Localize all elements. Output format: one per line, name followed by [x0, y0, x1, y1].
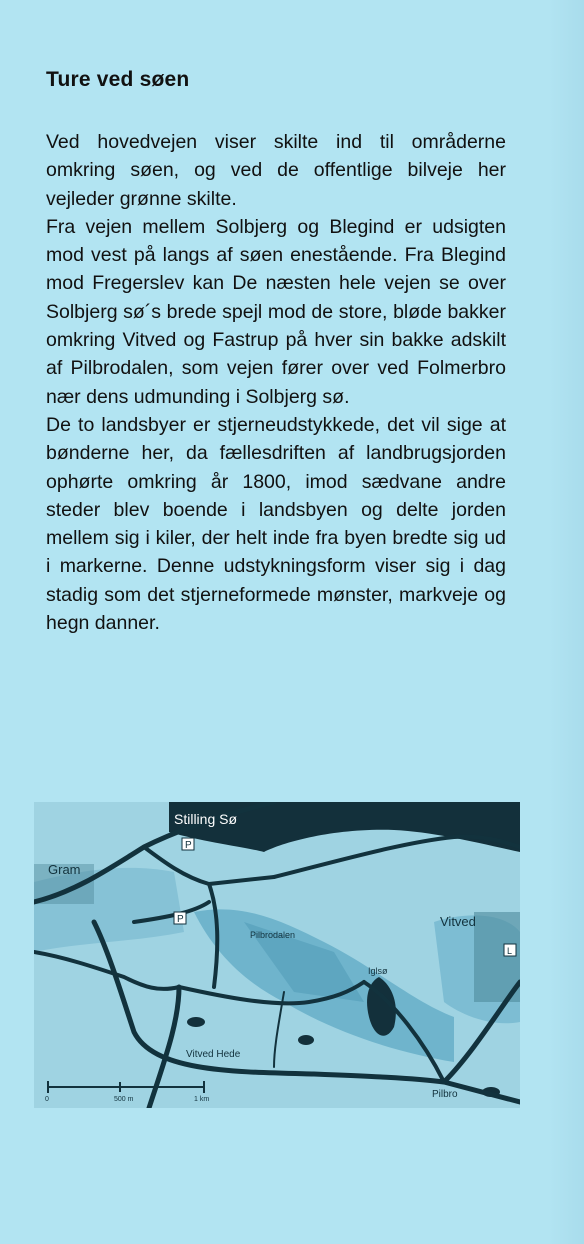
paragraph-1: Ved hovedvejen viser skilte ind til områderne omkring søen, og ved de offentlige bilveje her vejleder grønne skilte. — [46, 131, 506, 210]
pond-2 — [298, 1035, 314, 1045]
pond-1 — [187, 1017, 205, 1027]
paragraph-2: Fra vejen mellem Solbjerg og Blegind er udsigten mod vest på langs af søen enestående. Fra Blegind mod Fregerslev kan De næsten hele vejen se over Solbjerg sø´s brede spejl mod de store, bløde bakker omkring Vitved og Fastrup på hver sin bakke adskilt af Pilbrodalen, som vejen fører over ved Folmerbro nær dens udmunding i Solbjerg sø. — [46, 215, 506, 408]
scale-mid: 500 m — [114, 1096, 134, 1103]
label-vitved: Vitved — [440, 914, 476, 929]
area-map — [34, 802, 520, 1108]
label-lake: Stilling Sø — [174, 811, 238, 827]
page-edge-shadow — [548, 0, 584, 1244]
paragraph-3: De to landsbyer er stjerneudstykkede, det vil sige at bønderne her, da fællesdriften af landbrugsjorden ophørte omkring år 1800, imod sædvane andre steder blev boende i landsbyen og delte jorden mellem sig i kiler, der helt inde fra byen bredte sig ud i markerne. Denne udstykningsform viser sig i dag stadig som det stjerneformede mønster, markveje og hegn danner. — [46, 413, 506, 635]
scale-zero: 0 — [45, 1096, 49, 1103]
label-iglsoe: Iglsø — [368, 966, 388, 976]
body-text — [46, 128, 506, 637]
map-graphic — [34, 802, 520, 1108]
scale-end: 1 km — [194, 1096, 210, 1103]
label-parking-2: P — [177, 914, 184, 925]
page-title: Ture ved søen — [46, 68, 190, 91]
label-pilbro: Pilbro — [432, 1089, 458, 1100]
label-pilbrodalen: Pilbrodalen — [250, 930, 296, 940]
label-gram: Gram — [48, 862, 81, 877]
label-vitved-hede: Vitved Hede — [186, 1049, 241, 1060]
label-parking-1: P — [185, 840, 192, 851]
label-sign: L — [507, 946, 513, 956]
